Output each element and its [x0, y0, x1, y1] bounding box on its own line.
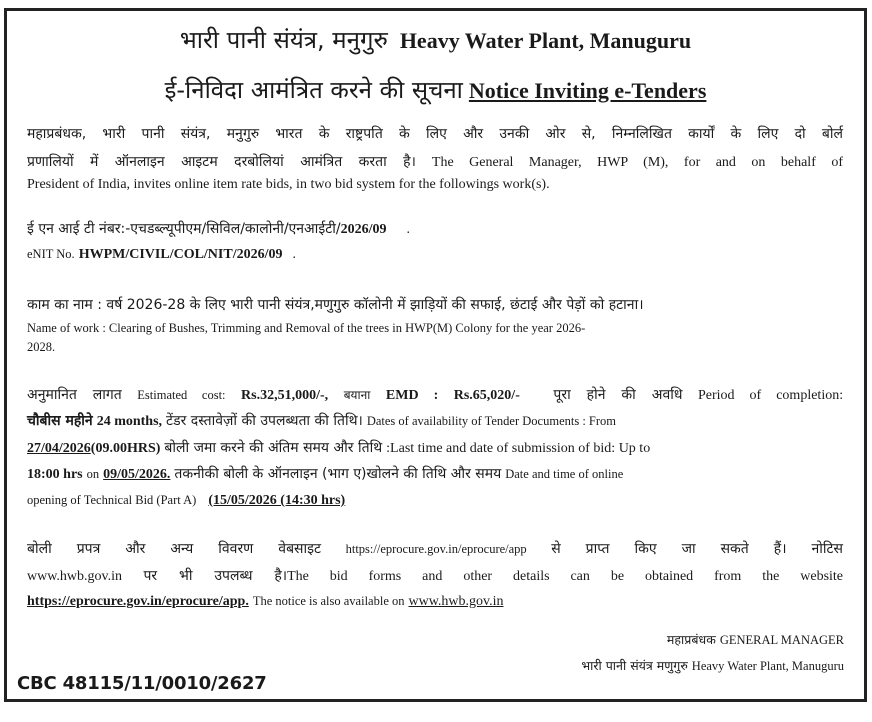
org-heading [7, 23, 864, 56]
bid-opening-hindi: तकनीकी बोली के ऑनलाइन (भाग ए)खोलने की तिथि और समय [174, 466, 502, 482]
website-hindi-c: पर भी उपलब्ध है। [143, 568, 288, 584]
doc-availability-date: 27/04/2026 [27, 441, 91, 456]
completion-period-hindi: पूरा होने की अवधि [553, 387, 683, 403]
designation-hindi: महाप्रबंधक [666, 632, 716, 647]
estimated-cost-label: Estimated cost: [137, 388, 226, 402]
notice-title-hindi: ई-निविदा आमंत्रित करने की सूचना [164, 76, 463, 104]
eprocure-link[interactable]: https://eprocure.gov.in/eprocure/app [345, 542, 527, 556]
org-name-english: Heavy Water Plant, Manuguru [399, 28, 692, 53]
designation-english: GENERAL MANAGER [719, 633, 844, 647]
last-date-hindi: बोली जमा करने की अंतिम समय और तिथि [164, 440, 383, 456]
on-label: on [86, 467, 100, 481]
enit-trail: . [292, 247, 296, 262]
estimated-cost-hindi: अनुमानित लागत [27, 387, 122, 403]
doc-availability-time: (09.00HRS) [90, 441, 161, 456]
notice-title-english: Notice Inviting e-Tenders [468, 78, 707, 103]
last-date-line [27, 464, 623, 483]
work-name-english-line-1: Name of work : Clearing of Bushes, Trimming and Removal of the trees in HWP(M) Colony for the year 2026- [27, 321, 586, 335]
period-docs-line [27, 411, 616, 430]
signature-org [581, 657, 844, 675]
emd-value: Rs.65,020/- [453, 388, 520, 403]
enit-english [27, 245, 296, 263]
hwb-link[interactable]: www.hwb.gov.in [27, 569, 123, 584]
completion-period-value: 24 months, [96, 414, 163, 429]
signature-designation [667, 631, 844, 649]
work-name-hindi: काम का नाम : वर्ष 2026-28 के लिए भारी पानी संयंत्र,मणुगुरु कॉलोनी में झाड़ियों की सफाई, छंटाई और पेड़ों को हटाना। [27, 297, 644, 313]
website-line-2 [27, 566, 843, 585]
website-english: The bid forms and other details can be obtained from the website [287, 569, 844, 584]
intro-line-3: President of India, invites online item rate bids, in two bid system for the followings work(s). [27, 177, 550, 192]
website-hindi-b: से प्राप्त किए जा सकते हैं। नोटिस [551, 541, 844, 557]
website-line-1 [27, 539, 843, 558]
technical-bid-opening-date: (15/05/2026 (14:30 hrs) [208, 493, 346, 508]
opening-line [27, 491, 345, 509]
last-submission-date: 09/05/2026. [103, 467, 171, 482]
completion-period-value-hindi: चौबीस महीने [27, 413, 93, 429]
emd-hindi: बयाना [343, 388, 371, 402]
enit-trail: . [406, 222, 411, 237]
doc-availability-hindi: टेंडर दस्तावेज़ों की उपलब्धता की तिथि। [166, 413, 363, 429]
intro-line-1: महाप्रबंधक, भारी पानी संयंत्र, मनुगुरु भारत के राष्ट्रपति के लिए और उनकी ओर से, निम्नलिखित कार्यों के लिए दो बोर्ल [27, 126, 843, 142]
work-name-english-line-2: 2028. [27, 340, 56, 354]
signature-org-hindi: भारी पानी संयंत्र मणुगुरु [581, 658, 688, 673]
technical-bid-label: opening of Technical Bid (Part A) [27, 493, 197, 507]
enit-hindi [27, 219, 410, 238]
enit-hindi-number: 2026/09 [340, 222, 387, 237]
tender-notice [4, 8, 867, 702]
cbc-code: CBC 48115/11/0010/2627 [17, 673, 267, 694]
intro-line-2-hindi: प्रणालियों में ऑनलाइन आइटम दरबोलियां आमंत्रित करता है। [27, 154, 416, 170]
bid-opening-label: Date and time of online [505, 467, 624, 481]
signature-org-english: Heavy Water Plant, Manuguru [691, 659, 844, 673]
doc-date-line [27, 438, 650, 457]
intro-line-2 [27, 152, 843, 171]
estimated-cost-value: Rs.32,51,000/-, [241, 388, 329, 403]
notice-title [7, 73, 864, 106]
emd-label: EMD : [385, 388, 439, 403]
hwb-link-2[interactable]: www.hwb.gov.in [408, 594, 504, 609]
enit-label: eNIT No. [27, 247, 75, 261]
enit-number: HWPM/CIVIL/COL/NIT/2026/09 [78, 247, 283, 262]
enit-hindi-label: ई एन आई टी नंबर:-एचडब्ल्यूपीएम/सिविल/कालोनी/एनआईटी/ [27, 221, 341, 237]
notice-availability-text: The notice is also available on [252, 594, 405, 608]
org-name-hindi: भारी पानी संयंत्र, मनुगुरु [179, 26, 388, 54]
website-line-3 [27, 592, 504, 610]
cost-line [27, 385, 843, 404]
doc-availability-label: Dates of availability of Tender Documents : From [366, 414, 617, 428]
completion-period-label: Period of completion: [698, 388, 844, 403]
last-submission-time: 18:00 hrs [27, 467, 83, 482]
eprocure-link-bold[interactable]: https://eprocure.gov.in/eprocure/app. [27, 594, 249, 609]
last-date-label: :Last time and date of submission of bid: Up to [386, 441, 651, 456]
website-hindi-a: बोली प्रपत्र और अन्य विवरण वेबसाइट [27, 541, 322, 557]
intro-line-2-english: The General Manager, HWP (M), for and on behalf of [431, 155, 844, 170]
